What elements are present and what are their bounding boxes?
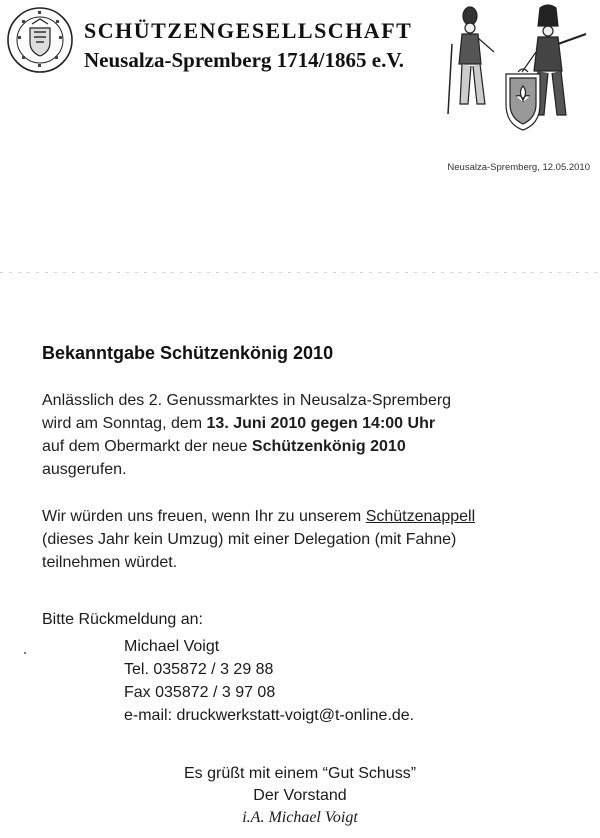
marksmen-illustration — [440, 4, 590, 146]
signature: i.A. Michael Voigt — [242, 809, 358, 826]
paragraph-line: (dieses Jahr kein Umzug) mit einer Delegation (mit Fahne) — [42, 531, 457, 548]
society-seal-emblem — [6, 6, 74, 74]
paragraph-line — [42, 505, 475, 528]
title-emphasis: Schützenkönig 2010 — [251, 438, 406, 455]
event-date-time: 13. Juni 2010 gegen 14:00 Uhr — [206, 415, 436, 432]
contact-fax: Fax 035872 / 3 97 08 — [124, 684, 276, 701]
announcement-paragraph — [42, 389, 451, 481]
paragraph-text: Wir würden uns freuen, wenn Ihr zu unserem — [42, 508, 366, 525]
contact-phone: Tel. 035872 / 3 29 88 — [124, 661, 274, 678]
invitation-paragraph — [42, 505, 475, 574]
letter-date: Neusalza-Spremberg, 12.05.2010 — [447, 162, 590, 173]
paragraph-text: auf dem Obermarkt der neue — [42, 438, 252, 455]
contact-name: Michael Voigt — [124, 638, 220, 655]
scan-artifact-divider — [0, 272, 600, 273]
closing-greeting: Es grüßt mit einem “Gut Schuss” — [183, 765, 417, 782]
paragraph-line — [42, 435, 451, 458]
paragraph-line: teilnehmen würdet. — [42, 554, 178, 571]
organization-name: SCHÜTZENGESELLSCHAFT — [84, 18, 413, 43]
appell-emphasis: Schützenappell — [365, 508, 476, 525]
paragraph-text: wird am Sonntag, dem — [42, 415, 207, 432]
paragraph-line — [42, 412, 451, 435]
closing-block — [0, 763, 600, 829]
scan-speck — [24, 652, 26, 654]
closing-board: Der Vorstand — [253, 787, 347, 804]
contact-block — [124, 635, 414, 727]
reply-label: Bitte Rückmeldung an: — [42, 611, 203, 628]
paragraph-line: Anlässlich des 2. Genussmarktes in Neusalza-Spremberg — [42, 392, 452, 409]
letter-heading: Bekanntgabe Schützenkönig 2010 — [42, 343, 334, 363]
contact-email: e-mail: druckwerkstatt-voigt@t-online.de. — [124, 707, 415, 724]
organization-subtitle: Neusalza-Spremberg 1714/1865 e.V. — [84, 48, 405, 72]
paragraph-line: ausgerufen. — [42, 461, 127, 478]
